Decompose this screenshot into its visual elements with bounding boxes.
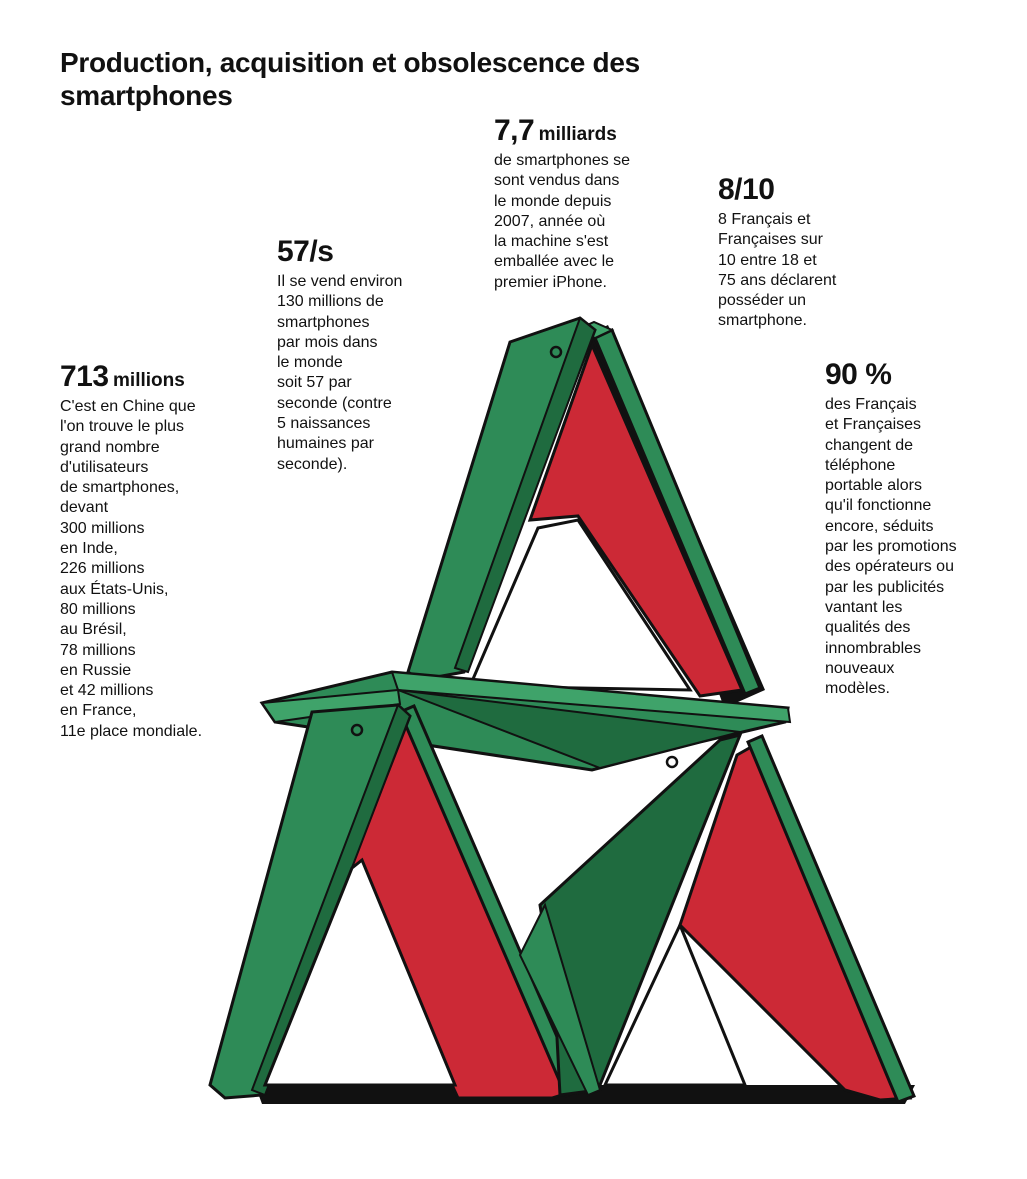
stat-china-users xyxy=(60,362,202,742)
stat-unit: milliards xyxy=(538,124,617,145)
stat-description: des Français et Françaises changent de téléphone portable alors qu'il fonctionne encore, séduits par les promotions des opérateurs ou par les publicités vantant les qualités des innombrables nouveaux modèles. xyxy=(825,396,957,698)
stat-heading xyxy=(277,237,402,272)
stat-value: 713 xyxy=(60,360,109,393)
stat-french-ownership xyxy=(718,175,836,332)
stat-total-sold xyxy=(494,116,630,293)
stat-value: 7,7 xyxy=(494,114,535,147)
stat-phone-replacement xyxy=(825,360,957,699)
stat-heading xyxy=(60,362,202,397)
stat-description: 8 Français et Françaises sur 10 entre 18 et 75 ans déclarent posséder un smartphone. xyxy=(718,211,837,330)
stat-sales-per-second xyxy=(277,237,402,475)
stat-description: Il se vend environ 130 millions de smartphones par mois dans le monde soit 57 par seconde (contre 5 naissances humaines par seconde). xyxy=(277,273,403,473)
stat-description: C'est en Chine que l'on trouve le plus grand nombre d'utilisateurs de smartphones, devant 300 millions en Inde, 226 millions aux États-Unis, 80 millions au Brésil, 78 millions en Russie et 42 millions en France, 11e place mondiale. xyxy=(60,398,203,740)
stat-value: 8/10 xyxy=(718,173,775,206)
stat-heading xyxy=(825,360,957,395)
page-title: Production, acquisition et obsolescence des smartphones xyxy=(60,47,640,111)
stat-unit: millions xyxy=(113,370,185,391)
stat-heading xyxy=(718,175,836,210)
stat-description: de smartphones se sont vendus dans le monde depuis 2007, année où la machine s'est emballée avec le premier iPhone. xyxy=(494,152,631,291)
stat-heading xyxy=(494,116,630,151)
stat-value: 90 % xyxy=(825,358,892,391)
stat-value: 57/s xyxy=(277,235,334,268)
